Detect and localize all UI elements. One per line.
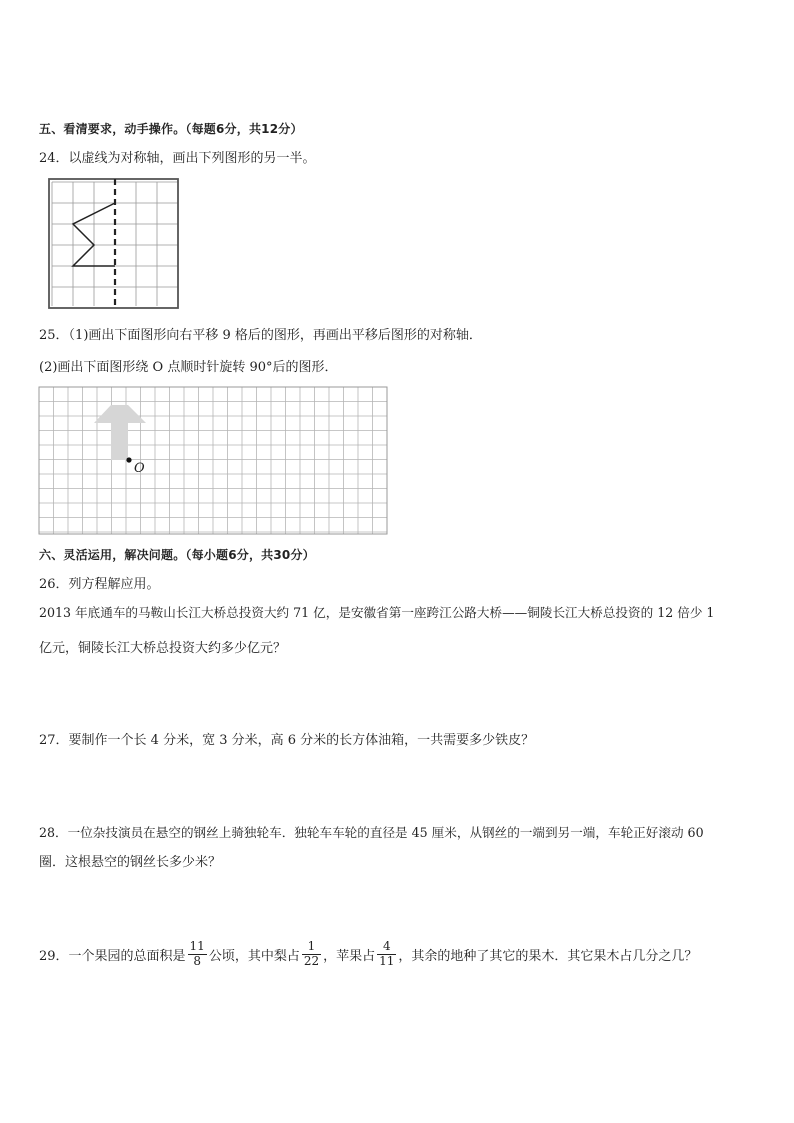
q29-frac1-numerator: 11 [189, 939, 205, 953]
q25-point-o [126, 457, 131, 462]
q24-frame [49, 179, 178, 308]
section6-title: 六、灵活运用，解决问题。（每小题6分，共30分） [39, 548, 315, 562]
question-25-line1: 25．（1)画出下面图形向右平移 9 格后的图形，再画出平移后图形的对称轴． [39, 328, 482, 343]
q29-frac1-denominator: 8 [193, 953, 201, 968]
q29-fraction-pear [302, 940, 321, 969]
q25-grid-figure [38, 386, 389, 536]
question-29 [39, 940, 697, 969]
question-27: 27．要制作一个长 4 分米，宽 3 分米，高 6 分米的长方体油箱，一共需要多少铁皮？ [39, 733, 535, 748]
q29-text-2: 公顷，其中梨占 [208, 948, 300, 964]
q25-point-label: O [134, 461, 145, 476]
q29-frac3-denominator: 11 [379, 953, 395, 968]
q29-text-4: ，其余的地种了其它的果木．其它果木占几分之几？ [398, 948, 698, 964]
question-25-line2: (2)画出下面图形绕 O 点顺时针旋转 90°后的图形． [39, 360, 338, 375]
q29-text-1: 29．一个果园的总面积是 [39, 948, 186, 964]
question-26-line2: 2013 年底通车的马鞍山长江大桥总投资大约 71 亿，是安徽省第一座跨江公路大桥——铜陵长江大桥总投资的 12 倍少 1 [39, 605, 715, 620]
question-24: 24．以虚线为对称轴，画出下列图形的另一半。 [39, 151, 316, 166]
q29-frac3-numerator: 4 [377, 940, 396, 955]
question-26-line3: 亿元，铜陵长江大桥总投资大约多少亿元？ [39, 641, 287, 656]
q24-grid-figure [48, 178, 180, 310]
question-28-line2: 圈．这根悬空的钢丝长多少米？ [39, 855, 222, 870]
question-28-line1: 28．一位杂技演员在悬空的钢丝上骑独轮车．独轮车车轮的直径是 45 厘米，从钢丝的一端到另一端，车轮正好滚动 60 [39, 825, 704, 840]
question-26-line1: 26．列方程解应用。 [39, 577, 160, 592]
q29-frac2-numerator: 1 [302, 940, 321, 955]
q29-fraction-apple [377, 940, 396, 969]
section5-title: 五、看清要求，动手操作。（每题6分，共12分） [39, 122, 303, 136]
q29-text-3: ，苹果占 [323, 948, 376, 964]
q29-fraction-total-area [188, 940, 207, 969]
q25-arrow-stem [111, 423, 128, 460]
q29-frac2-denominator: 22 [303, 953, 320, 968]
q25-grid [39, 387, 387, 534]
